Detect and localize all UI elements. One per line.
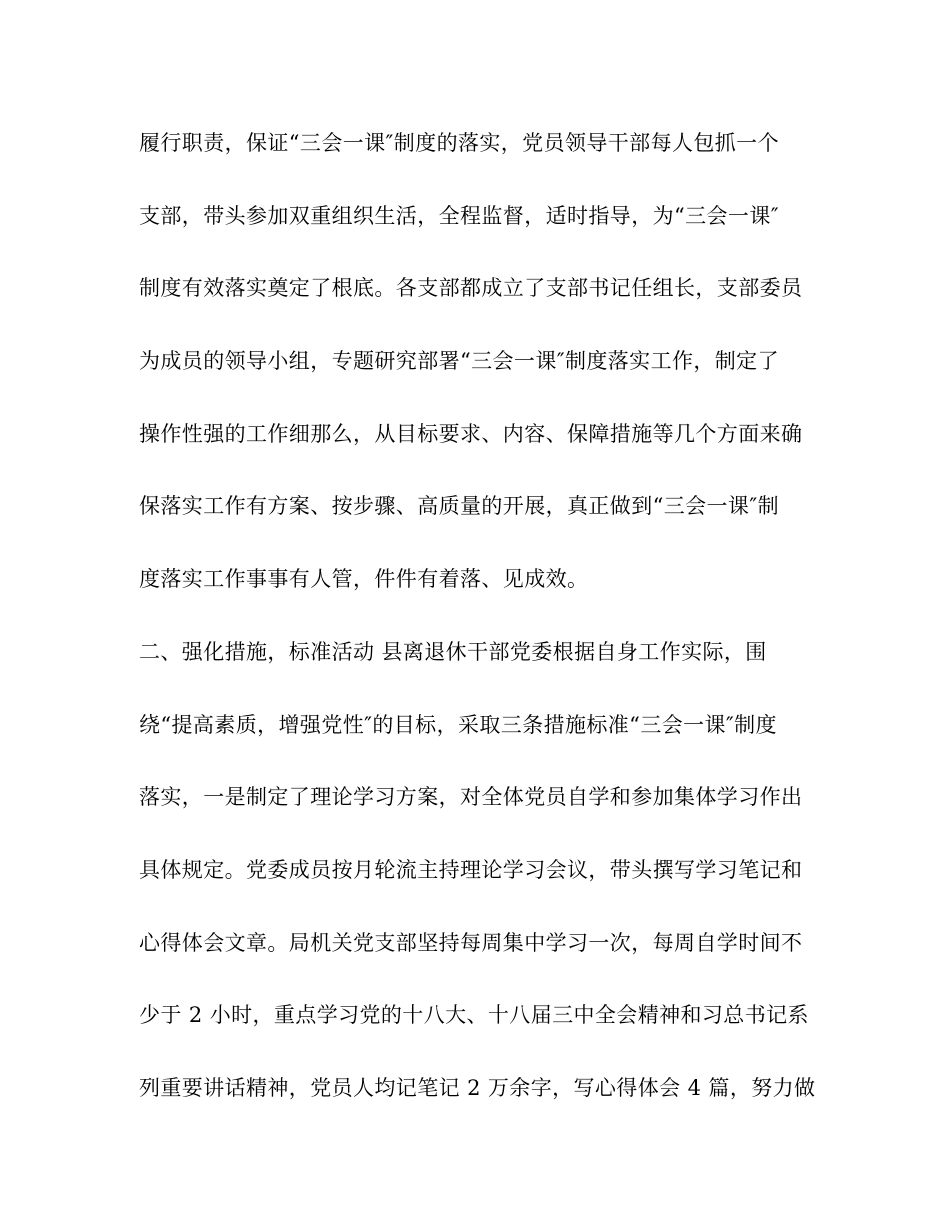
text-line: 心得体会文章。局机关党支部坚持每周集中学习一次，每周自学时间不 <box>139 930 803 955</box>
text-line: 履行职责，保证“三会一课″制度的落实，党员领导干部每人包抓一个 <box>139 131 779 155</box>
text-line: 操作性强的工作细那么，从目标要求、内容、保障措施等几个方面来确 <box>139 421 803 446</box>
text-line: 制度有效落实奠定了根底。各支部都成立了支部书记任组长，支部委员 <box>139 276 803 301</box>
text-line: 少于 2 小时，重点学习党的十八大、十八届三中全会精神和习总书记系 <box>139 1003 809 1028</box>
text-line: 保落实工作有方案、按步骤、高质量的开展，真正做到“三会一课″制 <box>139 494 779 519</box>
body-text <box>139 123 829 1141</box>
section-heading-line: 二、强化措施，标准活动 县离退休干部党委根据自身工作实际，围 <box>139 639 767 664</box>
text-line: 落实，一是制定了理论学习方案，对全体党员自学和参加集体学习作出 <box>139 785 803 810</box>
text-line: 具体规定。党委成员按月轮流主持理论学习会议，带头撰写学习笔记和 <box>139 857 803 882</box>
text-line: 支部，带头参加双重组织生活，全程监督，适时指导，为“三会一课″ <box>139 203 779 228</box>
text-line: 度落实工作事事有人管，件件有着落、见成效。 <box>139 567 589 592</box>
text-line: 绕“提高素质，增强党性″的目标，采取三条措施标准“三会一课″制度 <box>139 712 777 737</box>
text-line: 列重要讲话精神，党员人均记笔记 2 万余字，写心得体会 4 篇，努力做 <box>139 1075 816 1100</box>
text-line: 为成员的领导小组，专题研究部署“三会一课″制度落实工作，制定了 <box>139 349 779 374</box>
